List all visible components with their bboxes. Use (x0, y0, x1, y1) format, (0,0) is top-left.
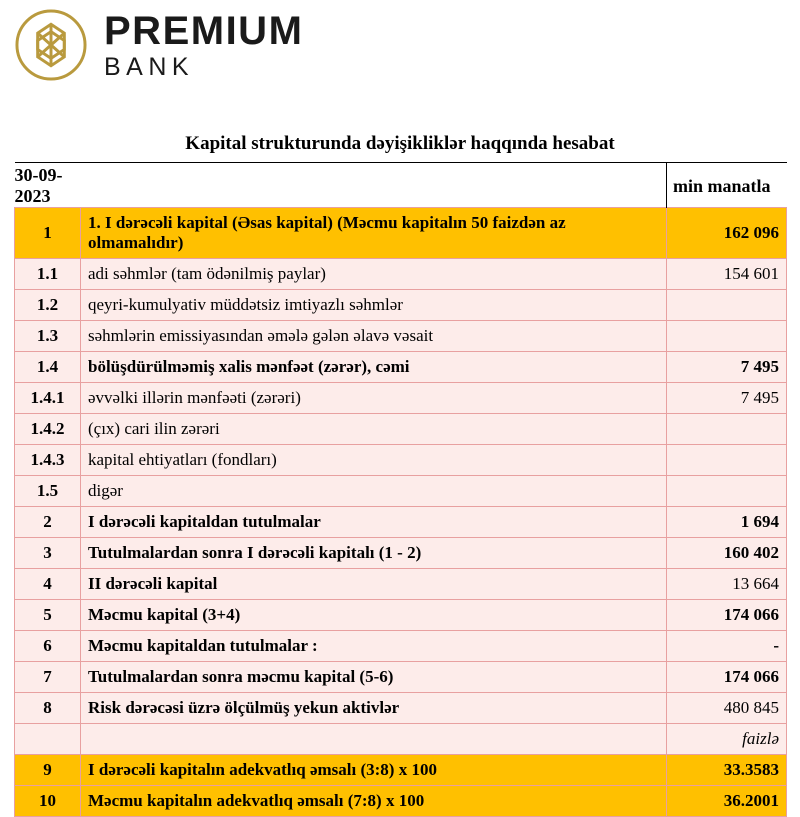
unit-row-spacer-num (15, 724, 81, 755)
table-row (15, 507, 787, 538)
row-number: 10 (15, 786, 81, 817)
row-value: 7 495 (667, 352, 787, 383)
row-value (667, 445, 787, 476)
table-row (15, 383, 787, 414)
table-row (15, 786, 787, 817)
table-row (15, 631, 787, 662)
row-value: 36.2001 (667, 786, 787, 817)
table-row (15, 476, 787, 507)
row-number: 1 (15, 208, 81, 259)
table-row (15, 569, 787, 600)
table-row (15, 600, 787, 631)
row-value: 174 066 (667, 600, 787, 631)
row-description: bölüşdürülməmiş xalis mənfəət (zərər), cəmi (81, 352, 667, 383)
row-value: - (667, 631, 787, 662)
row-description: (çıx) cari ilin zərəri (81, 414, 667, 445)
row-value: 13 664 (667, 569, 787, 600)
report-date: 30-09-2023 (15, 163, 81, 208)
table-row (15, 755, 787, 786)
row-number: 1.4 (15, 352, 81, 383)
row-description: Tutulmalardan sonra məcmu kapital (5-6) (81, 662, 667, 693)
unit-row (15, 724, 787, 755)
row-number: 6 (15, 631, 81, 662)
row-value (667, 476, 787, 507)
row-value: 33.3583 (667, 755, 787, 786)
row-value: 160 402 (667, 538, 787, 569)
row-value (667, 321, 787, 352)
brand-wordmark (104, 8, 304, 81)
row-number: 1.2 (15, 290, 81, 321)
row-description: Məcmu kapitaldan tutulmalar : (81, 631, 667, 662)
row-number: 1.4.3 (15, 445, 81, 476)
row-description: I dərəcəli kapitaldan tutulmalar (81, 507, 667, 538)
row-description: səhmlərin emissiyasından əmələ gələn əlavə vəsait (81, 321, 667, 352)
table-row (15, 445, 787, 476)
brand-name-primary: PREMIUM (104, 8, 304, 53)
row-number: 1.5 (15, 476, 81, 507)
brand-logo (14, 8, 303, 82)
row-value: 480 845 (667, 693, 787, 724)
row-value: 154 601 (667, 259, 787, 290)
unit-label: min manatla (667, 163, 787, 208)
table-row (15, 414, 787, 445)
row-value: 174 066 (667, 662, 787, 693)
row-description: 1. I dərəcəli kapital (Əsas kapital) (Məcmu kapitalın 50 faizdən az olmamalıdır) (81, 208, 667, 259)
row-description: kapital ehtiyatları (fondları) (81, 445, 667, 476)
row-number: 1.4.1 (15, 383, 81, 414)
row-number: 1.4.2 (15, 414, 81, 445)
row-number: 8 (15, 693, 81, 724)
table-row (15, 259, 787, 290)
page-title: Kapital strukturunda dəyişikliklər haqqında hesabat (185, 133, 615, 154)
row-number: 2 (15, 507, 81, 538)
row-description: Risk dərəcəsi üzrə ölçülmüş yekun aktivlər (81, 693, 667, 724)
table-header-row (15, 163, 787, 208)
celtic-knot-logo-icon (14, 8, 88, 82)
row-number: 5 (15, 600, 81, 631)
row-value (667, 414, 787, 445)
row-number: 1.3 (15, 321, 81, 352)
row-description: qeyri-kumulyativ müddətsiz imtiyazlı səhmlər (81, 290, 667, 321)
table-row (15, 662, 787, 693)
row-number: 4 (15, 569, 81, 600)
table-row (15, 693, 787, 724)
row-value: 7 495 (667, 383, 787, 414)
row-number: 1.1 (15, 259, 81, 290)
table-row (15, 321, 787, 352)
table-row (15, 352, 787, 383)
row-description: digər (81, 476, 667, 507)
row-value (667, 290, 787, 321)
row-description: əvvəlki illərin mənfəəti (zərəri) (81, 383, 667, 414)
unit-row-spacer-desc (81, 724, 667, 755)
row-description: I dərəcəli kapitalın adekvatlıq əmsalı (3:8) x 100 (81, 755, 667, 786)
capital-structure-table (14, 162, 786, 817)
row-description: Məcmu kapitalın adekvatlıq əmsalı (7:8) x 100 (81, 786, 667, 817)
table-row (15, 538, 787, 569)
row-value: 1 694 (667, 507, 787, 538)
percent-unit-label: faizlə (667, 724, 787, 755)
row-description: Məcmu kapital (3+4) (81, 600, 667, 631)
row-number: 9 (15, 755, 81, 786)
brand-name-secondary: BANK (104, 52, 195, 81)
row-number: 3 (15, 538, 81, 569)
row-description: Tutulmalardan sonra I dərəcəli kapitalı (1 - 2) (81, 538, 667, 569)
table-row (15, 208, 787, 259)
header-spacer (81, 163, 667, 208)
row-description: adi səhmlər (tam ödənilmiş paylar) (81, 259, 667, 290)
row-description: II dərəcəli kapital (81, 569, 667, 600)
row-value: 162 096 (667, 208, 787, 259)
table-row (15, 290, 787, 321)
row-number: 7 (15, 662, 81, 693)
